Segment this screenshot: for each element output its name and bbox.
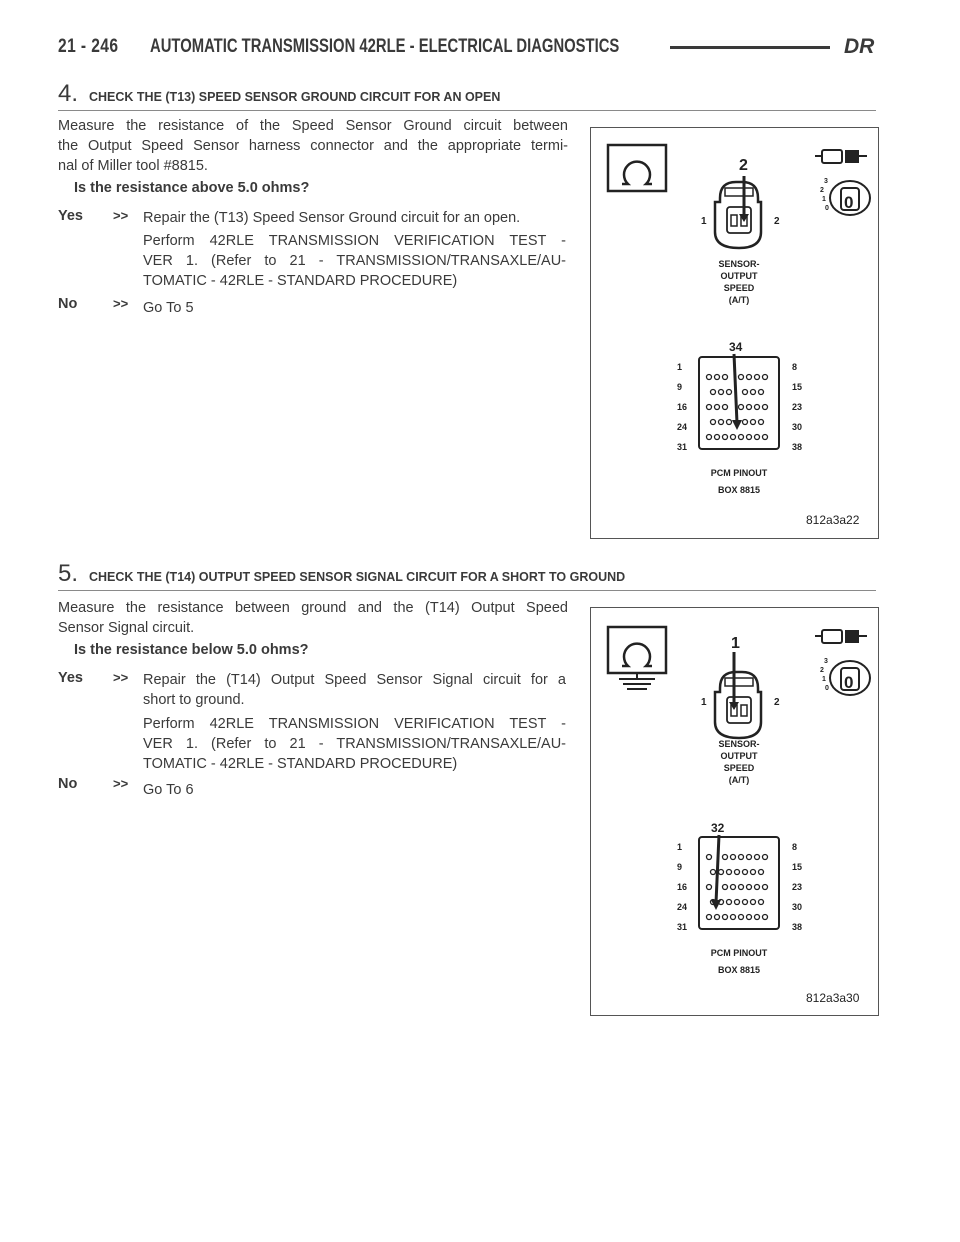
pcm-pin-callout: 34	[729, 340, 743, 354]
meter-reading: 0	[844, 673, 854, 692]
pcm-row-left: 31	[677, 442, 688, 452]
pcm-row-right: 30	[792, 422, 803, 432]
page-title: AUTOMATIC TRANSMISSION 42RLE - ELECTRICAL DIAGNOSTICS	[150, 36, 620, 57]
pcm-label: PCM PINOUT	[710, 468, 768, 478]
connector-label: SENSOR-	[718, 739, 760, 749]
connector-pin-right: 2	[774, 216, 780, 227]
meter-dial-icon	[820, 178, 870, 215]
step-number: 4.	[58, 80, 79, 107]
instruction-line: nal of Miller tool #8815.	[58, 158, 208, 174]
no-action	[143, 780, 566, 800]
step-5-heading	[58, 560, 876, 591]
test-lead-icon	[815, 150, 867, 163]
connector-pin-callout: 1	[731, 635, 740, 652]
no-arrow: >>	[113, 296, 129, 311]
verify-line: VER 1. (Refer to 21 - TRANSMISSION/TRANSAXLE/AU-	[143, 736, 566, 752]
wiring-figure	[590, 607, 879, 1016]
pcm-row-left: 1	[677, 842, 683, 852]
connector-label: SENSOR-	[718, 259, 760, 269]
meter-dial-icon	[820, 658, 870, 695]
connector-label: SPEED	[723, 283, 755, 293]
meter-scale-label: 1	[822, 196, 826, 203]
pcm-row-left: 16	[677, 882, 688, 892]
sensor-connector	[701, 635, 780, 785]
connector-pin-left: 1	[701, 697, 707, 708]
meter-scale-label: 1	[822, 676, 826, 683]
no-label: No	[58, 296, 78, 312]
wiring-figure	[590, 127, 879, 539]
pcm-row-left: 24	[677, 422, 688, 432]
yes-label: Yes	[58, 670, 83, 686]
verify-line: Perform 42RLE TRANSMISSION VERIFICATION TEST -	[143, 233, 566, 249]
pcm-label: PCM PINOUT	[710, 948, 768, 958]
pcm-row-left: 9	[677, 862, 683, 872]
pcm-row-right: 38	[792, 442, 803, 452]
header-rule	[670, 46, 830, 49]
meter-scale-label: 3	[824, 658, 828, 665]
pcm-pinout-connector	[677, 821, 802, 975]
figure-drawing	[591, 128, 878, 538]
meter-scale-label: 2	[820, 187, 824, 194]
verify-line: Perform 42RLE TRANSMISSION VERIFICATION TEST -	[143, 716, 566, 732]
yes-arrow: >>	[113, 670, 129, 685]
pcm-row-left: 9	[677, 382, 683, 392]
no-label: No	[58, 776, 78, 792]
meter-scale-label: 3	[824, 178, 828, 185]
ohmmeter-ground-symbol	[608, 627, 666, 689]
pcm-row-right: 30	[792, 902, 803, 912]
pcm-row-right: 8	[792, 842, 798, 852]
pcm-pin-callout: 32	[711, 821, 725, 835]
pcm-row-right: 15	[792, 382, 803, 392]
pcm-pinout-connector	[677, 340, 802, 495]
connector-pin-callout: 2	[739, 157, 748, 174]
step-5-question: Is the resistance below 5.0 ohms?	[74, 642, 309, 658]
meter-scale-label: 0	[825, 685, 829, 692]
pcm-label: BOX 8815	[717, 965, 761, 975]
yes-arrow: >>	[113, 208, 129, 223]
yes-label: Yes	[58, 208, 83, 224]
meter-scale-label: 2	[820, 667, 824, 674]
verify-line: VER 1. (Refer to 21 - TRANSMISSION/TRANSAXLE/AU-	[143, 253, 566, 269]
pcm-label: BOX 8815	[717, 485, 761, 495]
figure-drawing	[591, 608, 878, 1015]
sensor-connector	[701, 157, 780, 305]
step-4-instruction	[58, 116, 568, 176]
yes-action	[143, 208, 566, 228]
step-title: CHECK THE (T14) OUTPUT SPEED SENSOR SIGNAL CIRCUIT FOR A SHORT TO GROUND	[89, 570, 626, 584]
meter-reading: 0	[844, 193, 854, 212]
step-title: CHECK THE (T13) SPEED SENSOR GROUND CIRCUIT FOR AN OPEN	[89, 90, 501, 104]
yes-action-line: Repair the (T14) Output Speed Sensor Signal circuit for a	[143, 672, 566, 688]
pcm-row-left: 31	[677, 922, 688, 932]
connector-pin-right: 2	[774, 697, 780, 708]
no-action-line: Go To 6	[143, 782, 194, 798]
step-4-heading	[58, 80, 876, 111]
pcm-row-left: 1	[677, 362, 683, 372]
connector-label: (A/T)	[728, 775, 750, 785]
connector-label: (A/T)	[728, 295, 750, 305]
yes-action-line: Repair the (T13) Speed Sensor Ground circuit for an open.	[143, 210, 521, 226]
connector-pin-left: 1	[701, 216, 707, 227]
yes-action	[143, 670, 566, 710]
verify-line: TOMATIC - 42RLE - STANDARD PROCEDURE)	[143, 273, 458, 289]
model-code: DR	[844, 35, 875, 58]
instruction-line: Measure the resistance of the Speed Sensor Ground circuit between	[58, 118, 568, 134]
page-header	[58, 36, 878, 64]
pcm-row-right: 38	[792, 922, 803, 932]
page-number: 21 - 246	[58, 36, 119, 57]
connector-label: OUTPUT	[720, 751, 758, 761]
yes-action-line: short to ground.	[143, 692, 245, 708]
step-5-instruction	[58, 598, 568, 638]
meter-scale-label: 0	[825, 205, 829, 212]
instruction-line: the Output Speed Sensor harness connector and the appropriate termi-	[58, 138, 568, 154]
connector-label: OUTPUT	[720, 271, 758, 281]
step-4-question: Is the resistance above 5.0 ohms?	[74, 180, 310, 196]
pcm-row-right: 23	[792, 402, 803, 412]
ohmmeter-symbol	[608, 145, 666, 191]
yes-verify	[143, 714, 566, 774]
no-action	[143, 298, 566, 318]
no-action-line: Go To 5	[143, 300, 194, 316]
pcm-row-left: 24	[677, 902, 688, 912]
instruction-line: Sensor Signal circuit.	[58, 620, 195, 636]
verify-line: TOMATIC - 42RLE - STANDARD PROCEDURE)	[143, 756, 458, 772]
instruction-line: Measure the resistance between ground and the (T14) Output Speed	[58, 600, 568, 616]
pcm-row-right: 23	[792, 882, 803, 892]
test-lead-icon	[815, 630, 867, 643]
no-arrow: >>	[113, 776, 129, 791]
figure-id: 812a3a22	[806, 513, 860, 527]
pcm-row-right: 8	[792, 362, 798, 372]
pcm-row-left: 16	[677, 402, 688, 412]
step-number: 5.	[58, 560, 79, 587]
connector-label: SPEED	[723, 763, 755, 773]
yes-verify	[143, 231, 566, 291]
pcm-row-right: 15	[792, 862, 803, 872]
figure-id: 812a3a30	[806, 991, 860, 1005]
